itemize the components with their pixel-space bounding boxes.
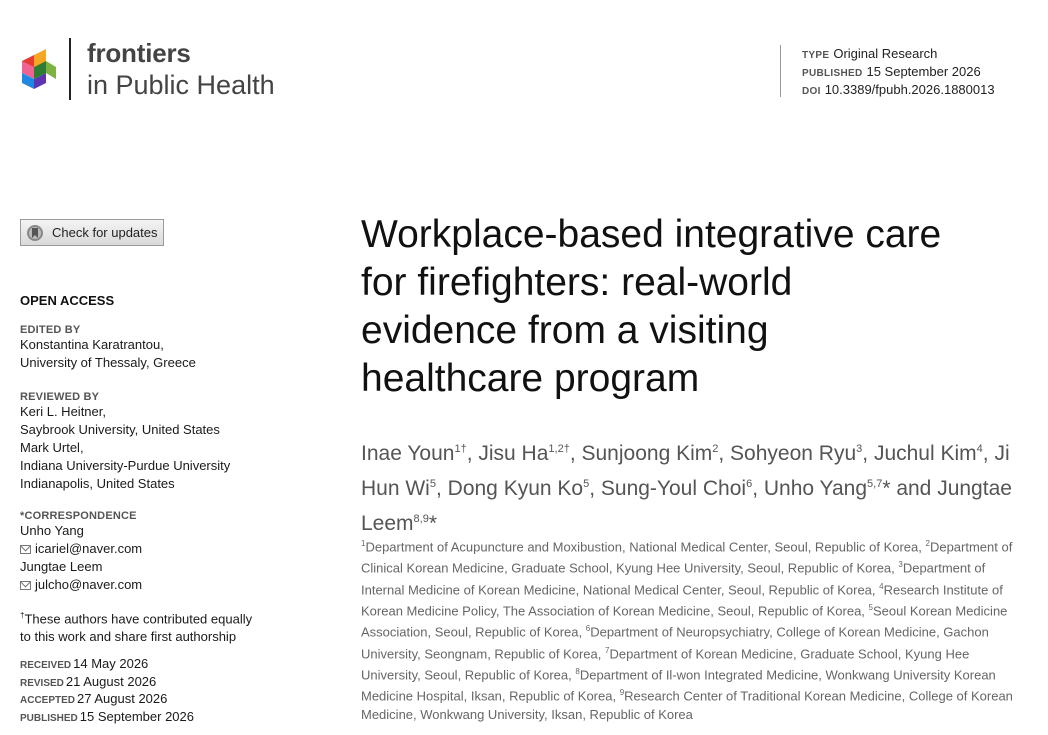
doi[interactable]: DOI 10.3389/fpubh.2026.1880013 bbox=[802, 82, 995, 97]
author-name[interactable]: Sohyeon Ryu bbox=[730, 442, 857, 465]
affiliation-text: Department of Korean Medicine, Graduate School, Kyung Hee University, Seoul, Republic of Korea, bbox=[361, 645, 970, 683]
affiliation-list bbox=[361, 535, 1021, 724]
reviewer-line: Mark Urtel, bbox=[20, 440, 84, 455]
reviewer-line: Indiana University-Purdue University bbox=[20, 458, 231, 473]
affiliation-text: Department of Internal Medicine of Korean Medicine, National Medical Center, Seoul, Republic of Korea, bbox=[361, 560, 986, 597]
author-separator: , bbox=[435, 477, 448, 500]
affiliation-number: 1 bbox=[361, 539, 366, 548]
correspondent-email[interactable]: icariel@naver.com bbox=[35, 541, 143, 556]
author-separator: * and bbox=[882, 477, 938, 500]
correspondence-label: *CORRESPONDENCE bbox=[20, 510, 137, 522]
reviewer-line: Saybrook University, United States bbox=[20, 422, 220, 437]
author-name[interactable]: Sung-Youl Choi bbox=[600, 477, 747, 500]
author-separator: , bbox=[718, 442, 731, 465]
affiliation-text: Research Institute of Korean Medicine Policy, The Association of Korean Medicine, Seoul, Republic of Korea, bbox=[361, 581, 1003, 619]
author-name[interactable]: Unho Yang bbox=[763, 477, 868, 500]
editor-line: Konstantina Karatrantou, bbox=[20, 337, 164, 352]
publisher-name: frontiers bbox=[87, 38, 191, 68]
author-name[interactable]: Jungtae Leem bbox=[361, 477, 1012, 535]
edited-by-section bbox=[20, 324, 196, 372]
date-published: PUBLISHED 15 September 2026 bbox=[20, 708, 194, 724]
author-separator: , bbox=[752, 477, 764, 500]
author-list bbox=[361, 434, 1021, 539]
correspondent-email[interactable]: julcho@naver.com bbox=[35, 577, 143, 592]
author-affiliation-mark: 2 bbox=[712, 443, 719, 455]
author-separator: , bbox=[569, 442, 582, 465]
editor-affiliation: University of Thessaly, Greece bbox=[20, 355, 196, 370]
author-affiliation-mark: 4 bbox=[976, 443, 983, 455]
affiliation-number: 2 bbox=[925, 539, 930, 548]
affiliation-text: Department of Il-won Integrated Medicine, Wonkwang University Korean Medicine Hospital, Iksan, Republic of Korea, bbox=[361, 667, 996, 704]
article-type: TYPE Original Research bbox=[802, 46, 938, 61]
dates-section bbox=[20, 656, 194, 726]
author-separator: , bbox=[862, 442, 874, 465]
mail-icon bbox=[20, 581, 31, 590]
date-revised: REVISED 21 August 2026 bbox=[20, 673, 157, 689]
affiliation-number: 4 bbox=[879, 581, 884, 591]
correspondence-section bbox=[20, 510, 142, 594]
reviewer-line: Indianapolis, United States bbox=[20, 476, 175, 491]
author-name[interactable]: Inae Youn bbox=[361, 442, 455, 465]
author-name[interactable]: Dong Kyun Ko bbox=[447, 477, 584, 500]
affiliation-text: Research Center of Traditional Korean Medicine, College of Korean Medicine, Wonkwang University, Iksan, Republic of Korea bbox=[361, 688, 1013, 722]
journal-name: in Public Health bbox=[87, 70, 275, 100]
correspondent-name: Jungtae Leem bbox=[20, 559, 103, 574]
publish-date: PUBLISHED 15 September 2026 bbox=[802, 64, 981, 79]
article-title: Workplace-based integrative care for firefighters: real-world evidence from a visiting healthcare program bbox=[361, 213, 942, 400]
affiliation-number: 6 bbox=[585, 624, 591, 634]
date-accepted: ACCEPTED 27 August 2026 bbox=[20, 691, 168, 706]
affiliation-number: 5 bbox=[868, 602, 873, 612]
reviewed-by-section bbox=[20, 391, 230, 493]
author-separator: * bbox=[428, 512, 438, 535]
affiliation-text: Department of Acupuncture and Moxibustion, National Medical Center, Seoul, Republic of Korea, bbox=[365, 539, 926, 555]
mail-icon bbox=[20, 545, 31, 554]
affiliation-text: Seoul Korean Medicine Association, Seoul, Republic of Korea, bbox=[361, 603, 1008, 640]
affiliation-number: 8 bbox=[575, 666, 580, 676]
bookmark-icon bbox=[26, 224, 44, 242]
affiliation-number: 9 bbox=[619, 688, 625, 698]
affiliation-text: Department of Neuropsychiatry, College of Korean Medicine, Gachon University, Seongnam, Republic of Korea, bbox=[361, 624, 989, 661]
logo-divider bbox=[69, 38, 71, 100]
author-affiliation-mark: 1† bbox=[454, 443, 467, 455]
reviewer-line: Keri L. Heitner, bbox=[20, 404, 106, 419]
author-affiliation-mark: 5,7 bbox=[867, 478, 883, 490]
meta-divider bbox=[780, 45, 781, 97]
affiliation-number: 7 bbox=[605, 645, 610, 655]
correspondent-name: Unho Yang bbox=[20, 523, 84, 538]
affiliation-text: Department of Clinical Korean Medicine, Graduate School, Kyung Hee University, Seoul, Republic of Korea, bbox=[361, 539, 1013, 576]
author-name[interactable]: Ji Hun Wi bbox=[361, 442, 1010, 500]
author-affiliation-mark: 3 bbox=[856, 443, 863, 455]
author-name[interactable]: Jisu Ha bbox=[478, 442, 549, 465]
affiliation-number: 3 bbox=[898, 560, 903, 570]
author-affiliation-mark: 5 bbox=[429, 478, 436, 490]
reviewed-by-label: REVIEWED BY bbox=[20, 391, 100, 403]
dagger-mark: † bbox=[20, 611, 25, 620]
author-affiliation-mark: 6 bbox=[746, 478, 753, 490]
open-access-label: OPEN ACCESS bbox=[20, 293, 115, 308]
author-separator: , bbox=[982, 442, 995, 465]
author-separator: , bbox=[589, 477, 601, 500]
author-name[interactable]: Juchul Kim bbox=[873, 442, 977, 465]
check-for-updates-button[interactable] bbox=[20, 219, 164, 246]
author-affiliation-mark: 8,9 bbox=[413, 513, 429, 525]
check-for-updates-label: Check for updates bbox=[52, 225, 158, 240]
author-name[interactable]: Sunjoong Kim bbox=[581, 442, 713, 465]
edited-by-label: EDITED BY bbox=[20, 324, 81, 336]
author-separator: , bbox=[466, 442, 479, 465]
author-affiliation-mark: 1,2† bbox=[548, 443, 570, 455]
frontiers-logo-icon bbox=[20, 47, 56, 89]
author-affiliation-mark: 5 bbox=[583, 478, 590, 490]
date-received: RECEIVED 14 May 2026 bbox=[20, 656, 149, 671]
equal-contribution-note: †These authors have contributed equally to this work and share first authorship bbox=[20, 611, 253, 645]
